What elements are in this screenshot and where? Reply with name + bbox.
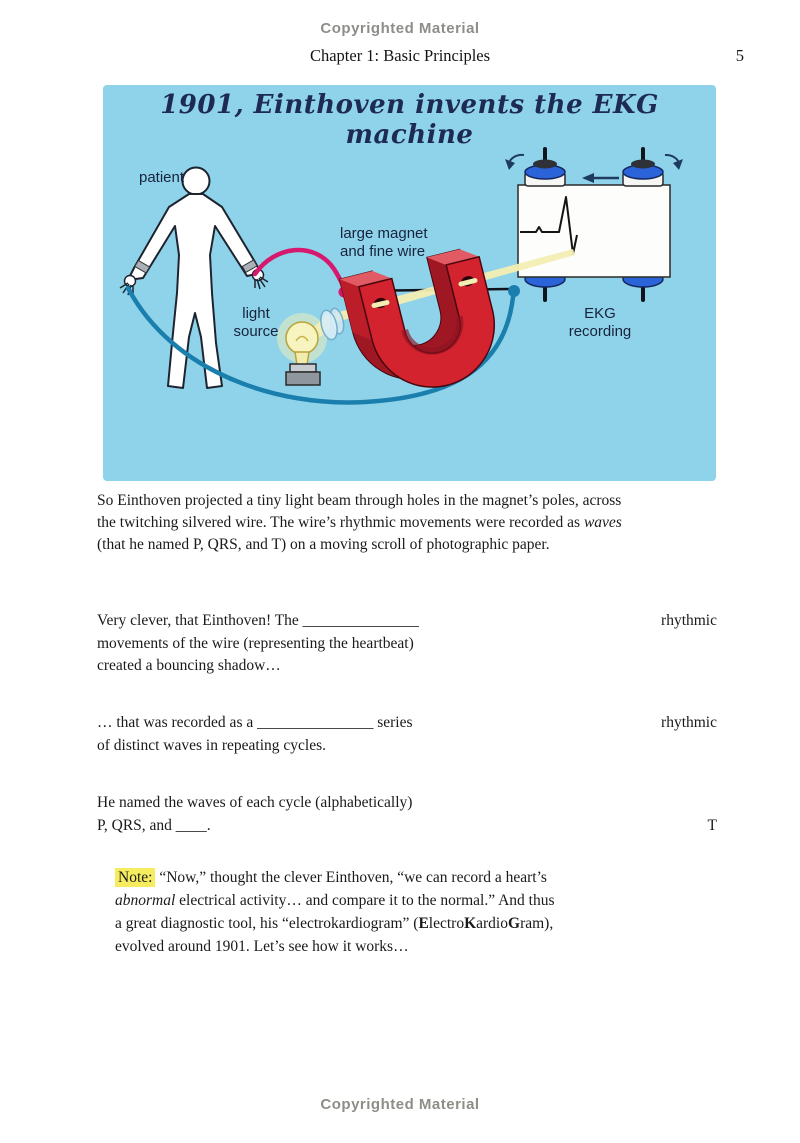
ekg-recording-label-line2: recording xyxy=(568,323,632,340)
answer-text: T xyxy=(707,816,717,834)
page-number: 5 xyxy=(735,46,744,65)
light-source-label-line2: source xyxy=(233,323,279,340)
patient-figure xyxy=(120,168,268,389)
bulb-base xyxy=(286,372,320,385)
rotation-arrow-left-icon xyxy=(505,155,524,170)
patient-label: patient xyxy=(139,169,185,186)
answer-text: rhythmic xyxy=(661,714,717,731)
exercise-row-3 xyxy=(97,792,717,837)
paper-feed-arrow-icon xyxy=(582,173,619,183)
ekg-recording-label-line1: EKG xyxy=(584,305,616,322)
copyright-notice-bottom: Copyrighted Material xyxy=(320,1096,480,1113)
answer-text: rhythmic xyxy=(661,612,717,629)
blue-wire-terminal xyxy=(508,285,520,297)
horseshoe-magnet xyxy=(339,245,507,404)
einthoven-ekg-illustration xyxy=(103,85,716,481)
scroll-recorder xyxy=(505,149,683,300)
exercise-text: Very clever, that Einthoven! The _______________ movements of the wire (representing the heartbeat) created a bouncing shadow… xyxy=(97,612,419,674)
note-block: Note: “Now,” thought the clever Einthoven, “we can record a heart’s abnormal electrical activity… and compare it to the normal.” And thus a great diagnostic tool, his “electrokardiogram” (ElectroKardioGram), evolved around 1901. Let’s see how it works… xyxy=(115,869,555,955)
exercise-row-1 xyxy=(97,610,717,678)
exercise-row-2 xyxy=(97,712,717,757)
patient-head xyxy=(183,168,210,195)
top-roller-left xyxy=(525,149,565,186)
magenta-wire xyxy=(255,250,344,290)
copyright-notice-top: Copyrighted Material xyxy=(320,20,480,37)
bulb-socket xyxy=(290,364,316,372)
rotation-arrow-right-icon xyxy=(665,155,683,170)
light-source-label-line1: light xyxy=(242,305,270,322)
illustration-title: 1901, Einthoven invents the EKG machine xyxy=(160,90,659,150)
magnet-label-line1: large magnet xyxy=(340,225,428,242)
magnet-label-line2: and fine wire xyxy=(340,243,426,260)
light-bulb xyxy=(277,313,327,385)
top-roller-right xyxy=(623,149,663,186)
caption-paragraph: So Einthoven projected a tiny light beam through holes in the magnet’s poles, across the twitching silvered wire. The wire’s rhythmic movements were recorded as waves (that he named P, QRS, and T) on a moving scroll of photographic paper. xyxy=(97,492,622,553)
exercise-text: He named the waves of each cycle (alphabetically) P, QRS, and ____. xyxy=(97,794,413,834)
exercise-text: … that was recorded as a _______________ series of distinct waves in repeating cycles. xyxy=(97,714,413,754)
chapter-header: Chapter 1: Basic Principles xyxy=(309,46,491,65)
